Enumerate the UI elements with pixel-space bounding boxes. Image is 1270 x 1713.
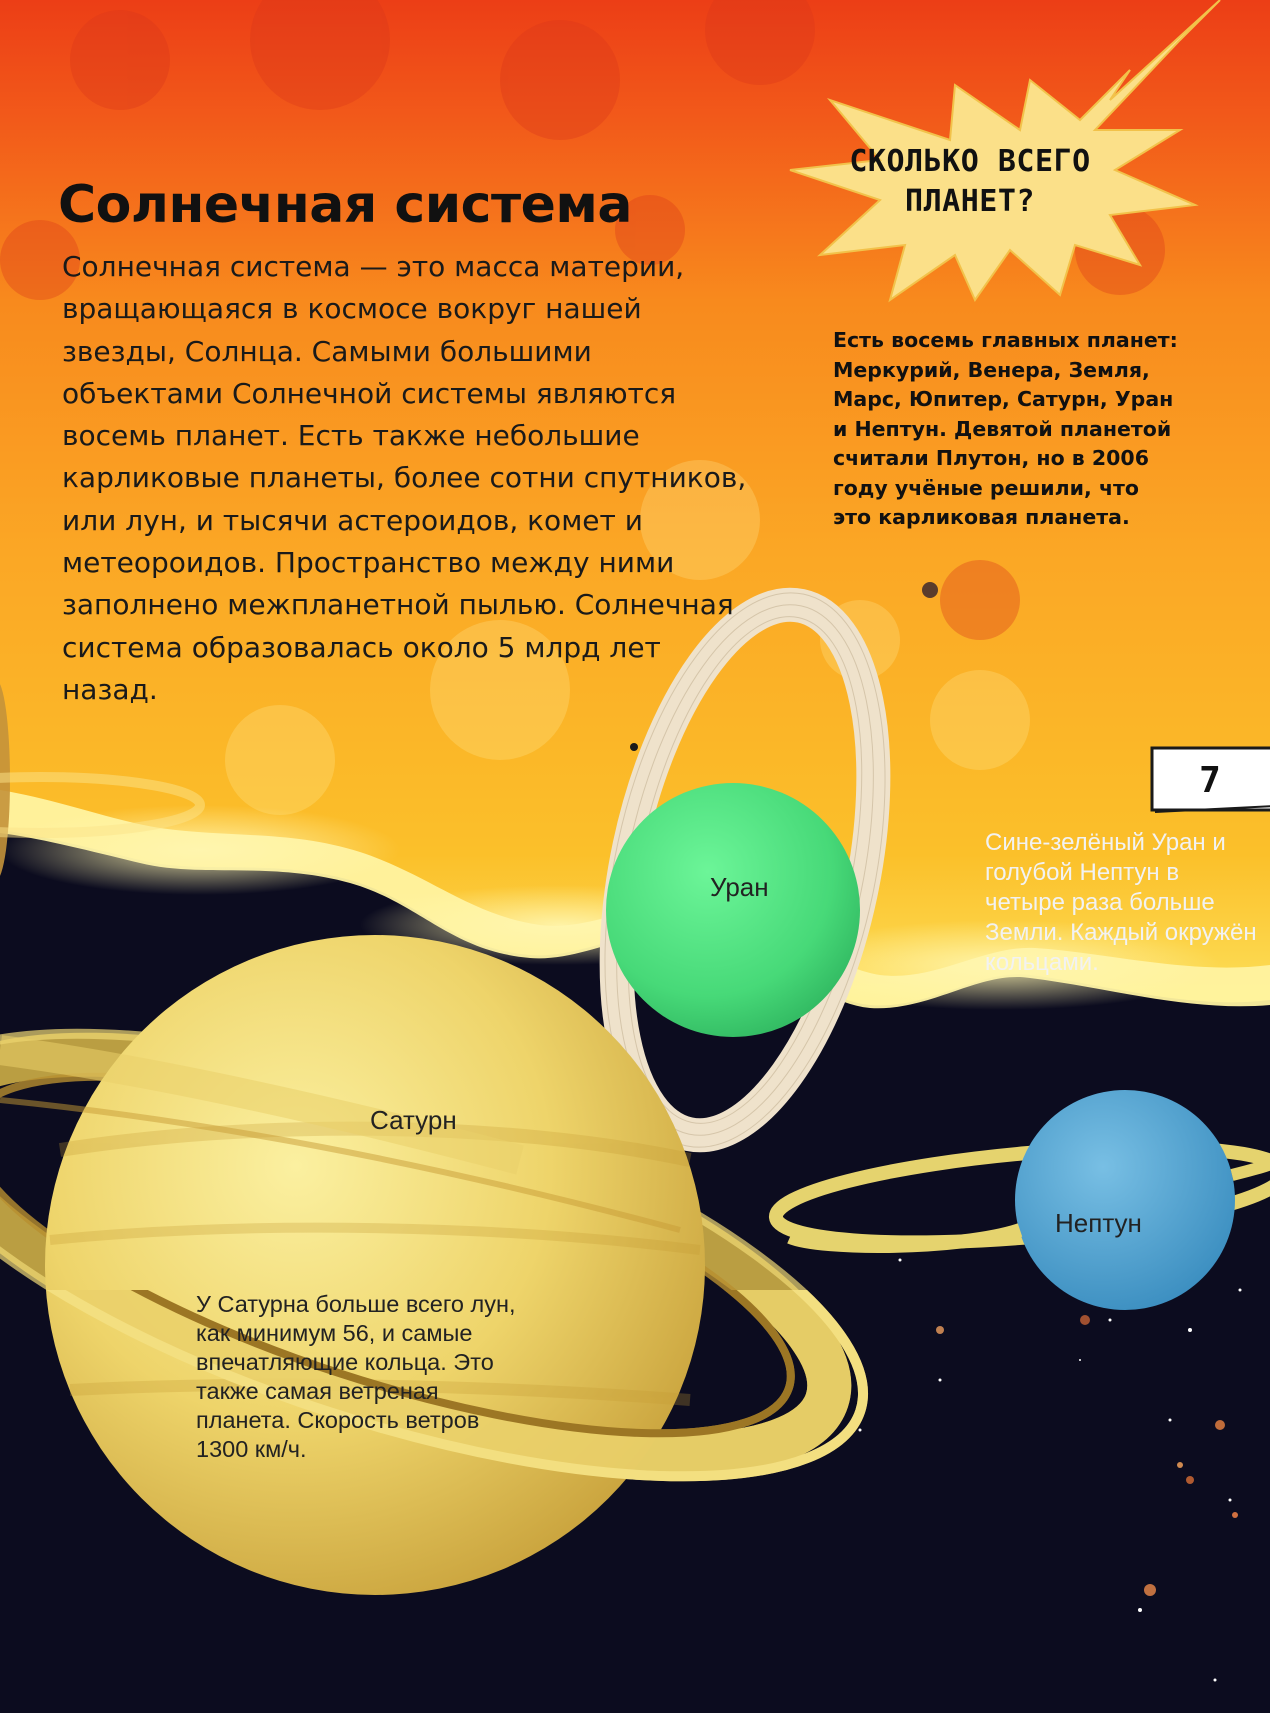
saturn-planet (45, 935, 705, 1595)
page-number: 7 (1199, 760, 1221, 801)
neptune-label: Нептун (1055, 1208, 1142, 1238)
question-burst-text: СКОЛЬКО ВСЕГО ПЛАНЕТ? (849, 144, 1091, 219)
saturn-note: У Сатурна больше всего лун, как минимум 56, и самые впечатляющие кольца. Это также самая ветреная планета. Скорость ветров 1300 км/ч. (196, 1291, 516, 1462)
saturn-label: Сатурн (370, 1105, 457, 1135)
uranus-label: Уран (710, 872, 769, 902)
neptune-planet (1015, 1090, 1235, 1310)
uranus-neptune-note: Сине-зелёный Уран и голубой Нептун в четыре раза больше Земли. Каждый окружён кольцами. (985, 829, 1257, 976)
page-title: Солнечная система (58, 175, 632, 235)
intro-paragraph: Солнечная система — это масса материи, вращающаяся в космосе вокруг нашей звезды, Солнца. Самыми большими объектами Солнечной системы являются восемь планет. Есть также небольшие карликовые планеты, более сотни спутников, или лун, и тысячи астероидов, комет и метеороидов. Пространство между ними заполнено межпланетной пылью. Солнечная система образовалась около 5 млрд лет назад. (62, 250, 747, 706)
planets-fact-box: Есть восемь главных планет: Меркурий, Венера, Земля, Марс, Юпитер, Сатурн, Уран и Нептун. Девятой планетой считали Плутон, но в 2006 году учёные решили, что это карликовая планета. (833, 328, 1178, 529)
